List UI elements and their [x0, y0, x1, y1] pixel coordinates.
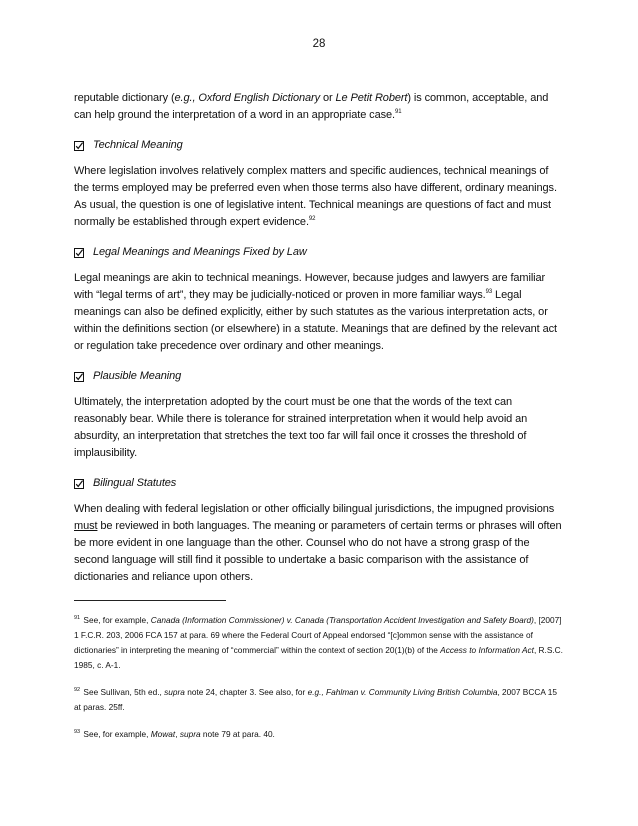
- footnote-93: $^{93}$ See, for example, Mowat, supra note 79 at para. 40.: [74, 729, 275, 739]
- heading-technical-meaning: Technical Meaning: [74, 137, 566, 154]
- plausible-meaning-paragraph: Ultimately, the interpretation adopted by the court must be one that the words of the text can reasonably bear. While there is tolerance for strained interpretation when it would help avoid an absurdity, an interpretation that stretches the text too far will fail once it crosses the threshold of implausibility.: [74, 396, 528, 459]
- heading-legal-meanings: Legal Meanings and Meanings Fixed by Law: [74, 244, 566, 261]
- page-number: 28: [312, 38, 326, 50]
- checkbox-checked-icon: [74, 479, 84, 489]
- heading-plausible-meaning: Plausible Meaning: [74, 368, 566, 385]
- footnote-ref-93: 93: [485, 289, 493, 295]
- footnote-91: $^{91}$ See, for example, Canada (Information Commissioner) v. Canada (Transportation Accident Investigation and Safety Board), [2007] 1 F.C.R. 203, 2006 FCA 157 at para. 69 where the Federal Court of Appeal endorsed “[c]ommon sense with the assistance of dictionaries” in interpreting the meaning of “commercial” within the context of section 20(1)(b) of the Access to Information Act, R.S.C. 1985, c. A-1.: [74, 615, 563, 670]
- technical-meaning-paragraph: Where legislation involves relatively complex matters and specific audiences, technical meanings of the terms employed may be preferred even when those terms also have different, ordinary meanings. As usual, the question is one of legislative intent. Technical meanings are questions of fact and must normally be established through expert evidence.$^{92}$: [74, 165, 557, 228]
- footnotes: [74, 613, 566, 754]
- footnote-92: $^{92}$ See Sullivan, 5th ed., supra note 24, chapter 3. See also, for e.g., Fahlman v. Community Living British Columbia, 2007 BCCA 15 at paras. 25ff.: [74, 687, 557, 712]
- footnote-separator: [74, 600, 226, 601]
- body-text: [74, 90, 566, 599]
- checkbox-checked-icon: [74, 372, 84, 382]
- checkbox-checked-icon: [74, 248, 84, 258]
- legal-meanings-paragraph: Legal meanings are akin to technical meanings. However, because judges and lawyers are familiar with “legal terms of art”, they may be judicially-noticed or proven in more familiar ways.$^{93}$ Legal meanings can also be defined explicitly, either by such statutes as the various interpretation acts, or within the definitions section (or elsewhere) in a statute. Meanings that are defined by the relevant act or regulation take precedence over ordinary and other meanings.: [74, 272, 557, 352]
- footnote-ref-91: 91: [394, 109, 402, 115]
- intro-paragraph: reputable dictionary (e.g., Oxford English Dictionary or Le Petit Robert) is common, acceptable, and can help ground the interpretation of a word in an appropriate case.$^{91}$: [74, 92, 549, 121]
- heading-bilingual-statutes: Bilingual Statutes: [74, 475, 566, 492]
- footnote-ref-92: 92: [308, 216, 316, 222]
- checkbox-checked-icon: [74, 141, 84, 151]
- bilingual-statutes-paragraph: When dealing with federal legislation or other officially bilingual jurisdictions, the impugned provisions must be reviewed in both languages. The meaning or parameters of certain terms or phrases will often be more evident in one language than the other. Counsel who do not have a strong grasp of the second language will still find it possible to undertake a basic comparison with the assistance of dictionaries and reliance upon others.: [74, 503, 562, 583]
